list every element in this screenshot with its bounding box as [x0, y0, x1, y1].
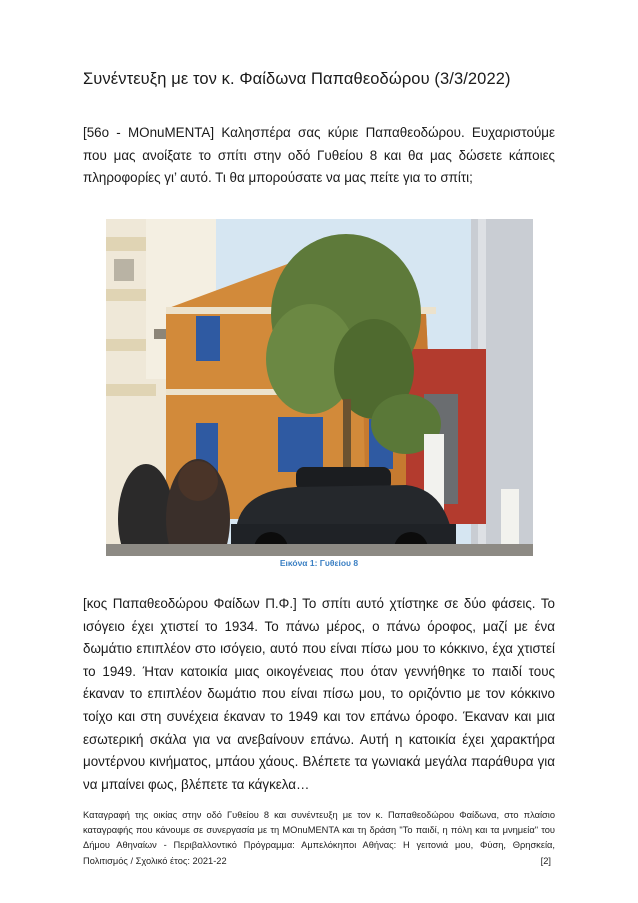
- footer-text: Καταγραφή της οικίας στην οδό Γυθείου 8 και συνέντευξη με τον κ. Παπαθεοδώρου Φαίδωνα, στο πλαίσιο καταγραφής που κάνουμε σε συνεργασία με τη MOnuMENTA και τη δράση "Το παιδί, η πόλη και τα μνημεία" του Δήμου Αθηναίων - Περιβαλλοντικό Πρόγραμμα: Αμπελόκηποι Αθήνας: Η γειτονιά μου, Φύση, Θρησκεία, Πολιτισμός / Σχολικό έτος: 2021-22: [83, 810, 555, 866]
- document-title: Συνέντευξη με τον κ. Φαίδωνα Παπαθεοδώρου (3/3/2022): [83, 70, 511, 88]
- interview-answer: [κος Παπαθεοδώρου Φαίδων Π.Φ.] Το σπίτι αυτό χτίστηκε σε δύο φάσεις. Το ισόγειο έχει χτιστεί το 1934. Το πάνω μέρος, ο πάνω όροφος, μαζί με ένα δωμάτιο επιπλέον στο ισόγειο, αυτό που είναι πίσω μου το κόκκινο, έχα χτιστεί το 1949. Ήταν κατοικία μιας οικογένειας που όταν γεννήθηκε το παιδί τους έκαναν το επιπλέον δωμάτιο που είναι πίσω μου, το οριζόντιο με τον κόκκινο τοίχο και στη συνέχεια έκαναν το 1949 και τον επάνω όροφο. Έκαναν και μια εσωτερική σκάλα για να ανεβαίνουν επάνω. Αυτή η κατοικία έχει χαρακτήρα μοντέρνου κινήματος, μπάου χάους. Βλέπετε τα γωνιακά μεγάλα παράθυρα για να μπαίνει φως, βλέπετε τα κάγκελα…: [83, 596, 555, 792]
- page-footer: [83, 808, 555, 869]
- house-photo: [106, 219, 533, 556]
- page-number: [2]: [540, 855, 551, 866]
- interview-question: [56ο - MOnuMENTA] Καλησπέρα σας κύριε Παπαθεοδώρου. Ευχαριστούμε που μας ανοίξατε το σπίτι στην οδό Γυθείου 8 και θα μας δώσετε κάποιες πληροφορίες γι’ αυτό. Τι θα μπορούσατε να μας πείτε για το σπίτι;: [83, 125, 555, 185]
- figure-caption: Εικόνα 1: Γυθείου 8: [279, 558, 359, 568]
